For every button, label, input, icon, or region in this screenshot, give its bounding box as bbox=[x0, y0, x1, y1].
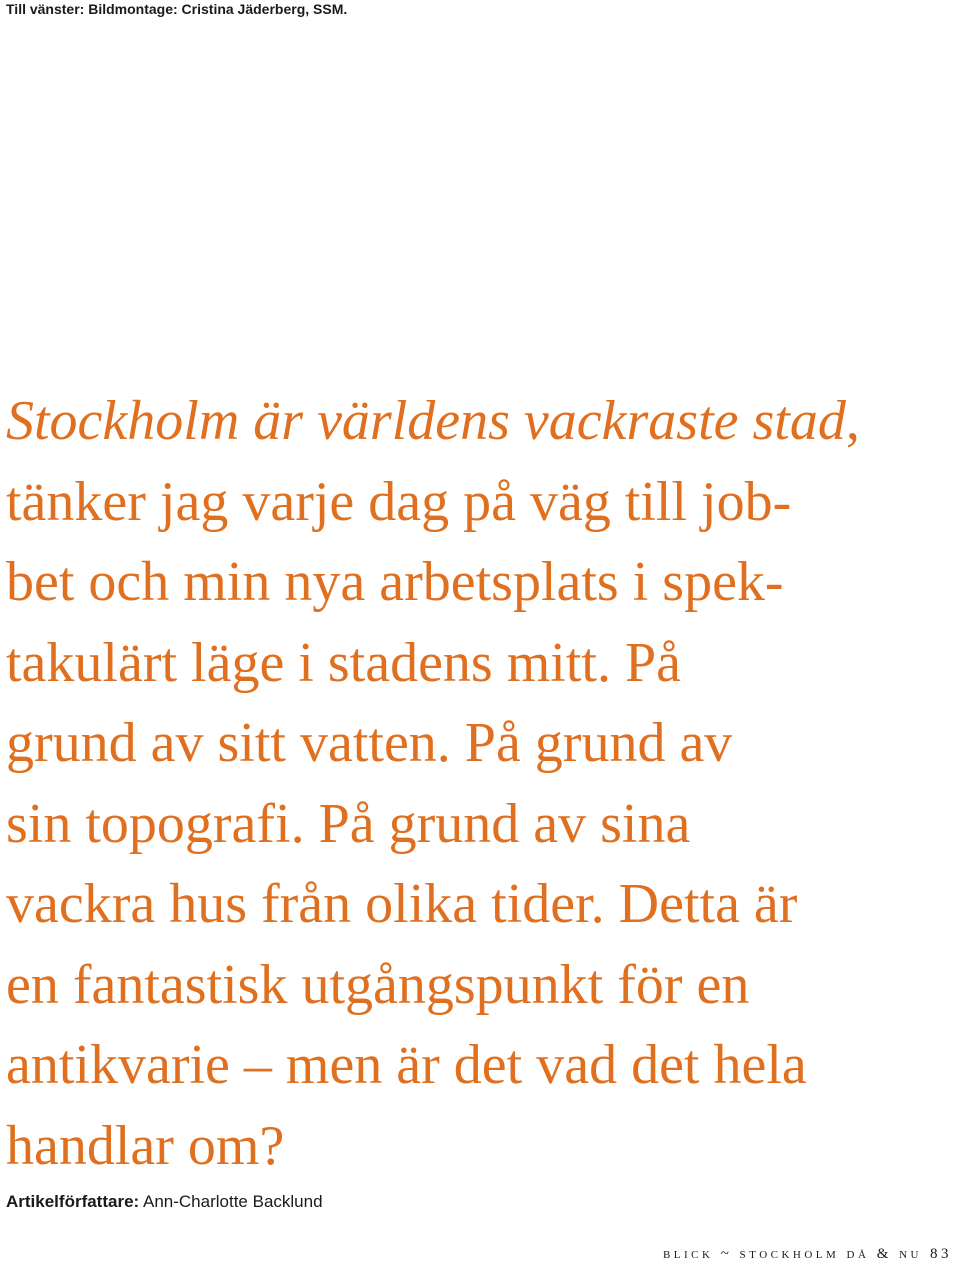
quote-line-5: grund av sitt vatten. På grund av bbox=[6, 712, 733, 774]
quote-line-6: sin topografi. På grund av sina bbox=[6, 792, 691, 855]
quote-line-9: antikvarie – men är det vad det hela bbox=[6, 1034, 807, 1096]
quote-line-1-tail: , bbox=[845, 390, 860, 452]
quote-italic-lead: Stockholm är världens vackraste stad bbox=[6, 390, 846, 452]
photo-credit: Till vänster: Bildmontage: Cristina Jäderberg, SSM. bbox=[6, 1, 348, 17]
quote-line-1 bbox=[6, 381, 956, 462]
author-label: Artikelförfattare: bbox=[6, 1192, 140, 1211]
page-footer bbox=[663, 1244, 952, 1264]
pull-quote bbox=[6, 381, 956, 1186]
quote-line-7: vackra hus från olika tider. Detta är bbox=[6, 873, 798, 935]
quote-line-4: takulärt läge i stadens mitt. På bbox=[6, 631, 681, 694]
quote-line-3: bet och min nya arbetsplats i spek- bbox=[6, 551, 784, 613]
quote-line-2: tänker jag varje dag på väg till job- bbox=[6, 470, 792, 533]
author-name: Ann-Charlotte Backlund bbox=[143, 1192, 323, 1211]
author-credit bbox=[6, 1191, 323, 1213]
running-title: blick ~ stockholm då & nu bbox=[662, 1246, 922, 1262]
quote-line-8: en fantastisk utgångspunkt för en bbox=[6, 953, 750, 1016]
page-number: 83 bbox=[930, 1246, 952, 1262]
quote-line-10: handlar om? bbox=[6, 1114, 285, 1177]
